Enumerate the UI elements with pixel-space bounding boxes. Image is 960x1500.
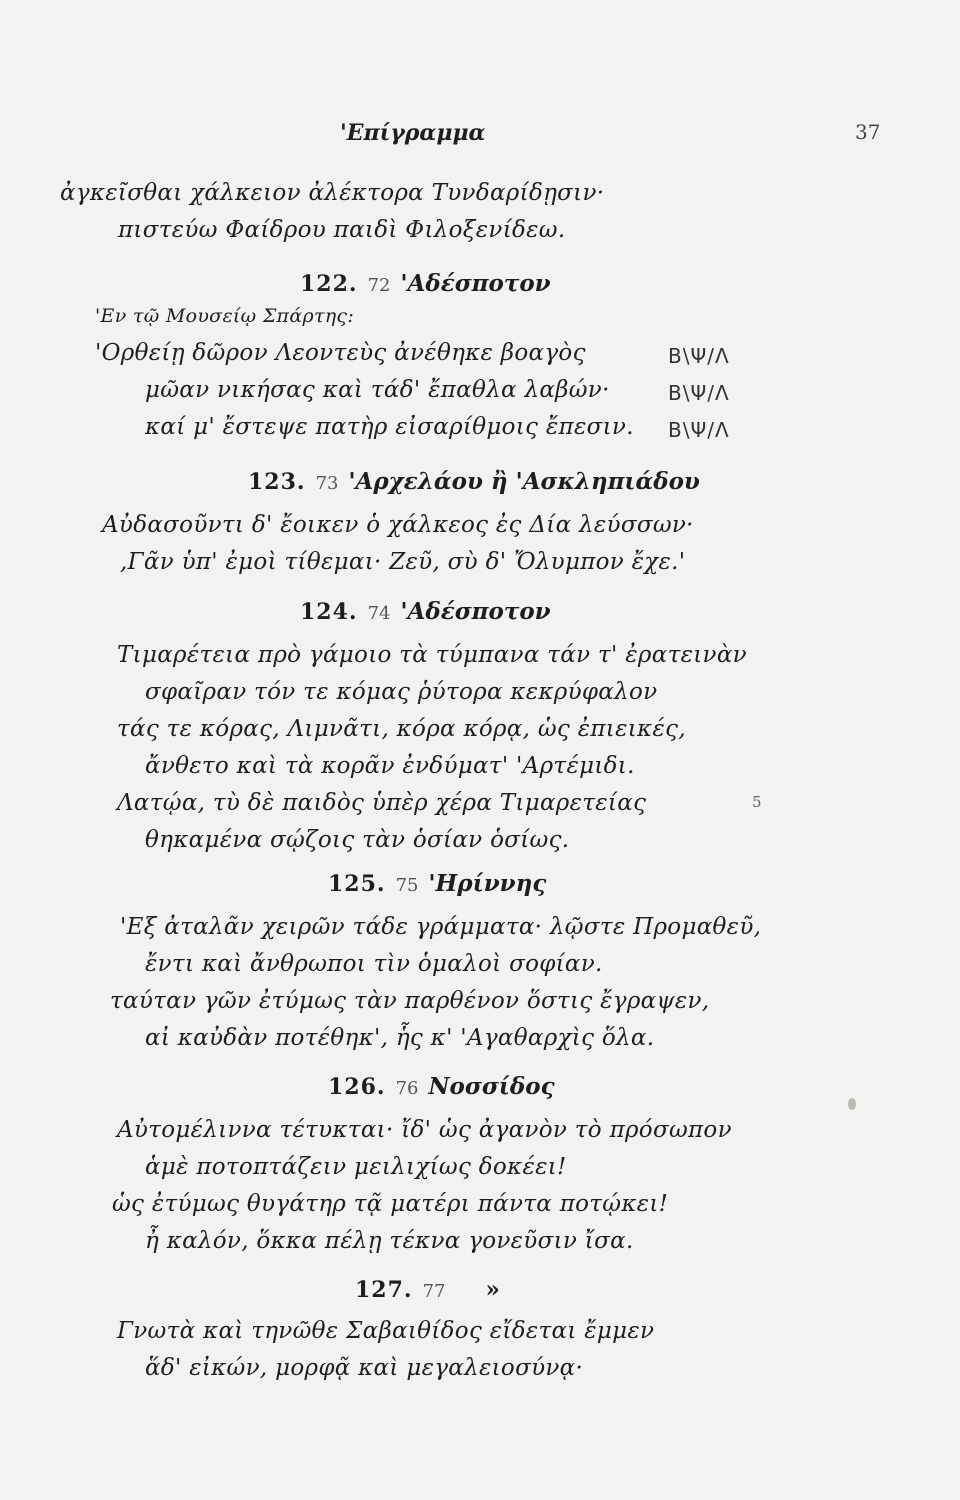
verse-line: πιστεύω Φαίδρου παιδὶ Φιλοξενίδεω. xyxy=(118,217,566,243)
location-note: 'Εν τῷ Μουσείῳ Σπάρτης: xyxy=(95,305,355,327)
epigram-heading xyxy=(300,270,551,297)
epigram-heading xyxy=(328,1073,555,1100)
running-header xyxy=(0,120,960,160)
verse-line: ἄνθετο καὶ τὰ κορᾶν ἐνδύματ' 'Αρτέμιδι. xyxy=(145,753,635,779)
verse-line: ἁμὲ ποτοπτάζειν μειλιχίως δοκέει! xyxy=(145,1154,567,1180)
verse-line: ταύταν γῶν ἐτύμως τὰν παρθένον ὅστις ἔγραψεν, xyxy=(110,988,710,1014)
verse-line: Λατῴα, τὺ δὲ παιδὸς ὑπὲρ χέρα Τιμαρετείας xyxy=(117,790,647,816)
verse-line: Αὐδασοῦντι δ' ἔοικεν ὁ χάλκεος ἐς Δία λεύσσων· xyxy=(102,512,694,538)
line-marker: 5 xyxy=(752,793,762,811)
epigram-number: 126. xyxy=(328,1074,386,1100)
running-title: 'Επίγραμμα xyxy=(340,120,486,146)
anthology-reference: 77 xyxy=(422,1281,446,1302)
epigram-title: » xyxy=(485,1276,500,1303)
epigram-heading xyxy=(248,468,700,495)
verse-line: Τιμαρέτεια πρὸ γάμοιο τὰ τύμπανα τάν τ' ἐρατεινὰν xyxy=(117,642,747,668)
verse-line: αἰ καὐδὰν ποτέθηκ', ἧς κ' 'Αγαθαρχὶς ὅλα. xyxy=(145,1025,655,1051)
anthology-reference: 73 xyxy=(315,473,339,494)
epigram-title: Νοσσίδος xyxy=(428,1073,555,1100)
verse-line: Αὐτομέλιννα τέτυκται· ἴδ' ὡς ἀγανὸν τὸ πρόσωπον xyxy=(117,1117,732,1143)
verse-line: ἀγκεῖσθαι χάλκειον ἀλέκτορα Τυνδαρίδῃσιν· xyxy=(60,180,605,206)
verse-line: ἦ καλόν, ὅκκα πέλῃ τέκνα γονεῦσιν ἴσα. xyxy=(145,1228,634,1254)
verse-line: μῶαν νικήσας καὶ τάδ' ἔπαθλα λαβών· xyxy=(145,377,610,403)
verse-line: ,Γᾶν ὑπ' ἐμοὶ τίθεμαι· Ζεῦ, σὺ δ' Ὄλυμπον ἔχε.' xyxy=(120,549,686,575)
page-number: 37 xyxy=(855,120,881,144)
epigram-heading xyxy=(328,870,546,897)
epigram-number: 125. xyxy=(328,871,386,897)
verse-line: θηκαμένα σῴζοις τὰν ὁσίαν ὁσίως. xyxy=(145,827,570,853)
inscription-mark: Β\Ψ/Λ xyxy=(668,344,730,368)
paper-blemish xyxy=(848,1098,856,1110)
epigram-heading xyxy=(300,598,551,625)
verse-line: σφαῖραν τόν τε κόμας ῥύτορα κεκρύφαλον xyxy=(145,679,658,705)
verse-line: 'Ορθείῃ δῶρον Λεοντεὺς ἀνέθηκε βοαγὸς xyxy=(95,340,586,366)
verse-line: ὡς ἐτύμως θυγάτηρ τᾷ ματέρι πάντα ποτῴκει! xyxy=(112,1191,669,1217)
epigram-number: 124. xyxy=(300,599,358,625)
anthology-reference: 74 xyxy=(367,603,391,624)
verse-line: ἅδ' εἰκών, μορφᾷ καὶ μεγαλειοσύνᾳ· xyxy=(145,1355,584,1381)
inscription-mark: Β\Ψ/Λ xyxy=(668,418,730,442)
anthology-reference: 76 xyxy=(395,1078,419,1099)
epigram-title: 'Αρχελάου ἢ 'Ασκληπιάδου xyxy=(348,468,700,495)
verse-line: Γνωτὰ καὶ τηνῶθε Σαβαιθίδος εἴδεται ἔμμεν xyxy=(117,1318,655,1344)
anthology-reference: 72 xyxy=(367,275,391,296)
epigram-title: 'Αδέσποτον xyxy=(400,270,551,297)
epigram-number: 127. xyxy=(355,1277,413,1303)
epigram-number: 122. xyxy=(300,271,358,297)
epigram-title: 'Ηρίννης xyxy=(428,870,547,897)
inscription-mark: Β\Ψ/Λ xyxy=(668,381,730,405)
verse-line: καί μ' ἔστεψε πατὴρ εἰσαρίθμοις ἔπεσιν. xyxy=(145,414,634,440)
verse-line: τάς τε κόρας, Λιμνᾶτι, κόρα κόρᾳ, ὡς ἐπιεικές, xyxy=(117,716,686,742)
anthology-reference: 75 xyxy=(395,875,419,896)
verse-line: ἔντι καὶ ἄνθρωποι τὶν ὁμαλοὶ σοφίαν. xyxy=(145,951,603,977)
epigram-title: 'Αδέσποτον xyxy=(400,598,551,625)
epigram-number: 123. xyxy=(248,469,306,495)
epigram-heading xyxy=(355,1276,500,1303)
verse-line: 'Εξ ἀταλᾶν χειρῶν τάδε γράμματα· λῷστε Προμαθεῦ, xyxy=(120,914,762,940)
